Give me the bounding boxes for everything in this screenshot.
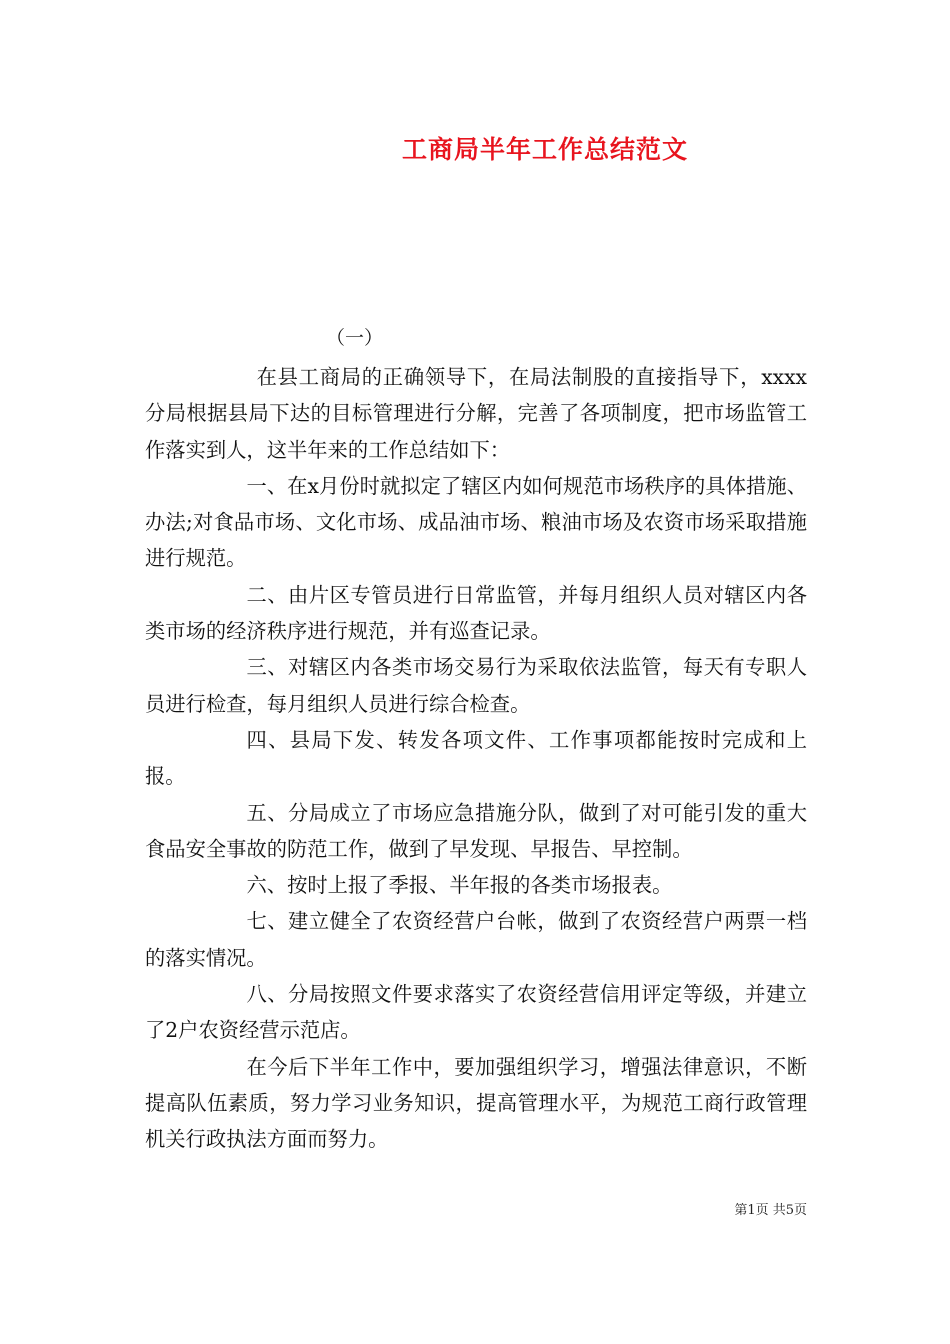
paragraph-item-1: 一、在x月份时就拟定了辖区内如何规范市场秩序的具体措施、办法;对食品市场、文化市场、成品油市场、粮油市场及农资市场采取措施进行规范。 <box>145 473 807 571</box>
paragraph-item-5: 五、分局成立了市场应急措施分队，做到了对可能引发的重大食品安全事故的防范工作，做到了早发现、早报告、早控制。 <box>145 800 807 861</box>
paragraph-conclusion: 在今后下半年工作中，要加强组织学习，增强法律意识，不断提高队伍素质，努力学习业务知识，提高管理水平，为规范工商行政管理机关行政执法方面而努力。 <box>145 1054 807 1152</box>
paragraph-intro: 在县工商局的正确领导下，在局法制股的直接指导下，xxxx分局根据县局下达的目标管理进行分解，完善了各项制度，把市场监管工作落实到人，这半年来的工作总结如下： <box>145 365 807 462</box>
paragraph-item-2: 二、由片区专管员进行日常监管，并每月组织人员对辖区内各类市场的经济秩序进行规范，并有巡查记录。 <box>145 582 807 644</box>
document-title: 工商局半年工作总结范文 <box>401 135 688 164</box>
section-marker: （一） <box>326 327 384 349</box>
paragraph-item-8: 八、分局按照文件要求落实了农资经营信用评定等级，并建立了2户农资经营示范店。 <box>145 982 807 1043</box>
document-body <box>145 359 807 1158</box>
paragraph-item-7: 七、建立健全了农资经营户台帐，做到了农资经营户两票一档的落实情况。 <box>145 909 807 970</box>
paragraph-item-6: 六、按时上报了季报、半年报的各类市场报表。 <box>246 873 673 898</box>
paragraph-item-4: 四、县局下发、转发各项文件、工作事项都能按时完成和上报。 <box>145 727 807 789</box>
paragraph-item-3: 三、对辖区内各类市场交易行为采取依法监管，每天有专职人员进行检查，每月组织人员进行综合检查。 <box>145 655 807 716</box>
page-number-footer: 第1页 共5页 <box>734 1203 807 1218</box>
